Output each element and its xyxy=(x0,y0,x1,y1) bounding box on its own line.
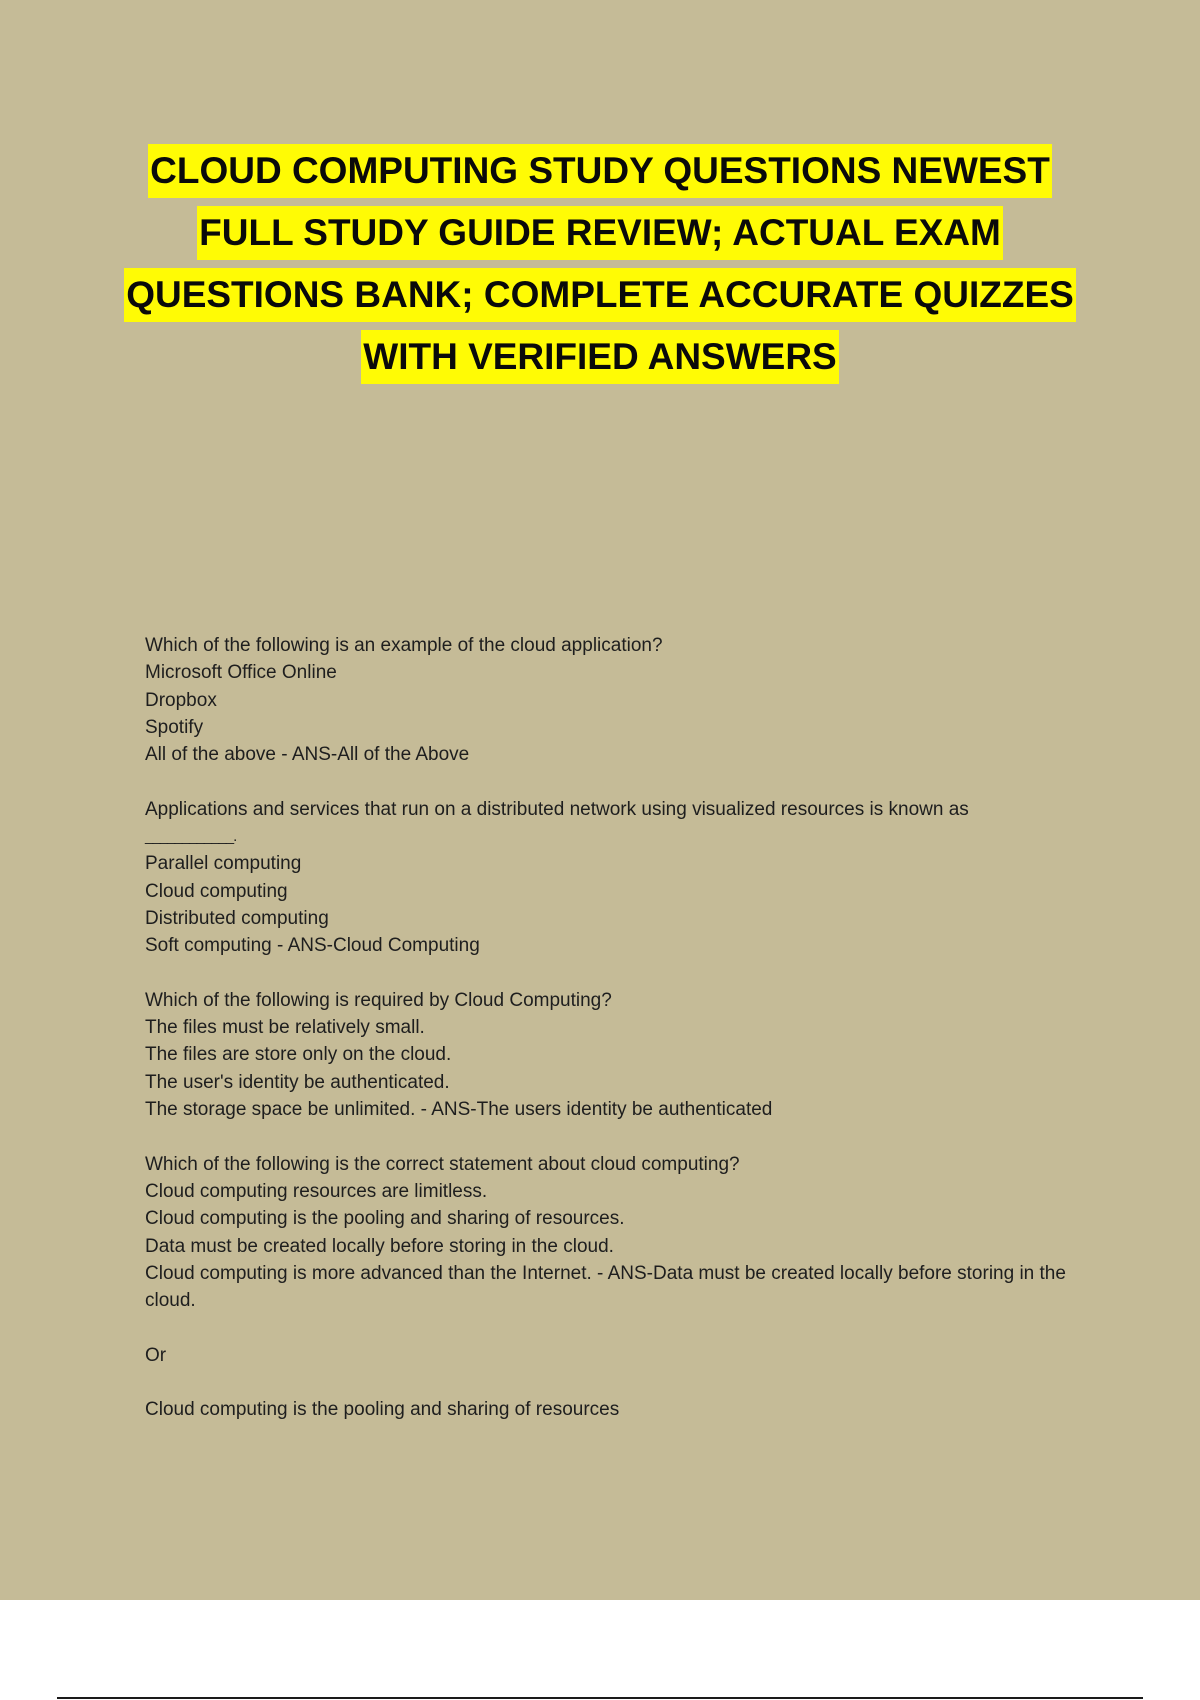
answer-option: Cloud computing xyxy=(145,880,288,902)
answer-option: Dropbox xyxy=(145,689,217,711)
answer-option: Cloud computing is the pooling and sharing of resources. xyxy=(145,1208,625,1230)
answer-option: The files are store only on the cloud. xyxy=(145,1044,452,1066)
answer-option: Parallel computing xyxy=(145,853,302,875)
question-text: Applications and services that run on a distributed network using visualized resources is known as xyxy=(145,798,969,820)
question-text: Which of the following is the correct statement about cloud computing? xyxy=(145,1153,740,1175)
answer-option: Spotify xyxy=(145,716,204,738)
title-line: QUESTIONS BANK; COMPLETE ACCURATE QUIZZES xyxy=(124,268,1076,322)
answer-option: Cloud computing resources are limitless. xyxy=(145,1180,488,1202)
question-text: Which of the following is an example of the cloud application? xyxy=(145,635,663,656)
title-line: CLOUD COMPUTING STUDY QUESTIONS NEWEST xyxy=(148,144,1052,198)
title-line: FULL STUDY GUIDE REVIEW; ACTUAL EXAM xyxy=(197,206,1003,260)
answer-option: Microsoft Office Online xyxy=(145,662,337,684)
footer-divider xyxy=(57,1697,1143,1699)
answer-option: Distributed computing xyxy=(145,907,329,929)
answer-option-with-key: The storage space be unlimited. - ANS-The users identity be authenticated xyxy=(145,1099,773,1121)
question-block-4 xyxy=(145,1151,1085,1315)
fill-in-blank: ____________. xyxy=(145,828,237,846)
spacer xyxy=(145,1369,1085,1396)
answer-option-with-key: Cloud computing is more advanced than the Internet. - ANS-Data must be created locally before storing in the cloud. xyxy=(145,1262,1066,1312)
answer-option: Data must be created locally before storing in the cloud. xyxy=(145,1235,614,1257)
title-line: WITH VERIFIED ANSWERS xyxy=(361,330,838,384)
alternate-answer-block xyxy=(145,1342,1085,1424)
question-list xyxy=(145,632,1085,1451)
answer-option: The user's identity be authenticated. xyxy=(145,1071,450,1093)
question-block-1 xyxy=(145,632,1085,768)
question-text: Which of the following is required by Cloud Computing? xyxy=(145,989,612,1011)
answer-option-with-key: Soft computing - ANS-Cloud Computing xyxy=(145,935,480,957)
alternate-answer: Cloud computing is the pooling and sharing of resources xyxy=(145,1399,620,1421)
document-title xyxy=(100,144,1100,392)
question-block-3 xyxy=(145,987,1085,1123)
question-block-2 xyxy=(145,796,1085,960)
or-label: Or xyxy=(145,1344,167,1366)
answer-option-with-key: All of the above - ANS-All of the Above xyxy=(145,744,470,766)
answer-option: The files must be relatively small. xyxy=(145,1017,425,1039)
